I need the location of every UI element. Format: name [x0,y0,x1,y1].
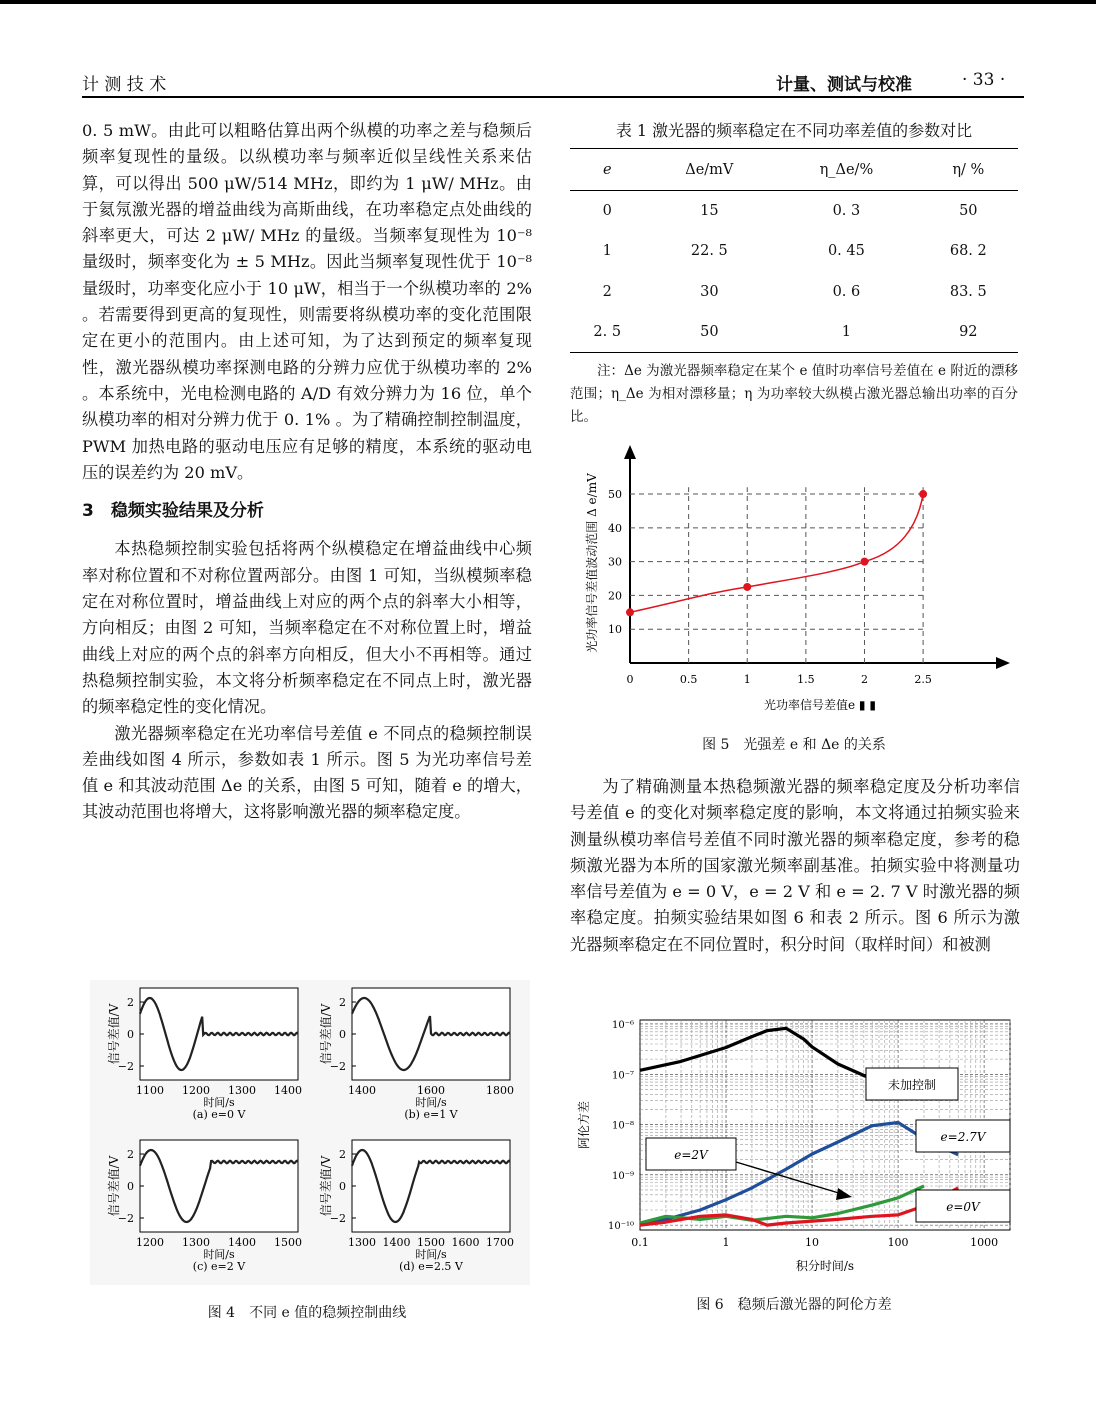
y-tick-label: 0 [339,1180,346,1193]
x-tick-label: 0.5 [679,673,698,686]
x-tick-label: 0 [626,673,634,686]
table-row [570,191,1018,232]
table-1-title: 表 1 激光器的频率稳定在不同功率差值的参数对比 [615,121,973,140]
top-rule [0,0,1096,4]
x-tick-label: 1300 [348,1236,376,1249]
x-axis-arrow [996,657,1010,669]
y-tick-label: −2 [117,1060,134,1073]
y-axis-label: 信号差值/V [319,1155,333,1217]
paragraph: 0. 5 mW。由此可以粗略估算出两个纵模的功率之差与稳频后频率复现性的量级。以纵模功率与频率近似呈线性关系来估算，可以得出 500 μW/514 MHz，即约为 1 μW/ MHz。由于氦氖激光器的增益曲线为高斯曲线，在功率稳定点处曲线的斜率更大，可达 2 μW/ MHz 的量级。当频率复现性为 10⁻⁸ 量级时，频率变化为 ± 5 MHz。因此当频率复现性优于 10⁻⁸ 量级时，功率变化应小于 10 μW，相当于一个纵模功率的 2% 。若需要得到更高的复现性，则需要将纵模功率的变化范围限定在更小的范围内。由上述可知，为了达到预定的频率复现性，激光器纵模功率探测电路的分辨力应优于纵模功率的 2% 。本系统中，光电检测电路的 A/D 有效分辨力为 16 位，单个纵模功率的相对分辨力优于 0. 1% 。为了精确控制控制温度，PWM 加热电路的驱动电压应有足够的精度，本系统的驱动电压的误差约为 20 mV。 [82,121,532,482]
paragraph: 本热稳频控制实验包括将两个纵模稳定在增益曲线中心频率对称位置和不对称位置两部分。由图 1 可知，当纵模频率稳定在对称位置时，增益曲线上对应的两个点的斜率大小相等，方向相反；由图 2 可知，当频率稳定在不对称位置上时，增益曲线上对应的两个点的斜率方向相反，但大小不再相等。通过热稳频控制实验，本文将分析频率稳定在不同点上时，激光器的频率稳定性的变化情况。 [82,539,532,717]
x-tick-label: 1100 [136,1084,164,1097]
x-tick-label: 1300 [228,1084,256,1097]
x-axis-label: 时间/s [415,1248,447,1261]
y-tick-label: 50 [608,488,622,502]
y-axis-label: 信号差值/V [107,1155,121,1217]
legend-label: e=2.7V [940,1130,986,1144]
section-name: 计量、测试与校准 [776,75,912,95]
figure-5-caption: 图 5 光强差 e 和 Δe 的关系 [702,737,886,753]
data-point [743,583,751,591]
table-header-cell: η/ % [919,149,1018,191]
left-column [82,118,532,826]
y-tick-label: 0 [339,1028,346,1041]
paragraph: 为了精确测量本热稳频激光器的频率稳定度及分析功率信号差值 e 的变化对频率稳定度的影响，本文将通过拍频实验来测量纵模功率信号差值不同时激光器的频率稳定度，参考的稳频激光器为本所的国家激光频率副基准。拍频实验中将测量功率信号差值为 e = 0 V，e = 2 V 和 e = 2. 7 V 时激光器的频率稳定度。拍频实验结果如图 6 和表 2 所示。图 6 所示为激光器频率稳定在不同位置时，积分时间（取样时间）和被测 [570,777,1020,954]
y-axis-label: 阿伦方差 [577,1100,591,1150]
table-header-cell: η_Δe/% [774,149,918,191]
y-axis-arrow [624,445,636,459]
y-tick-label: 0 [127,1180,134,1193]
panel-subcaption: (c) e=2 V [192,1260,246,1273]
table-cell: 68. 2 [949,243,987,260]
figure-5 [580,445,1020,715]
panel-subcaption: (d) e=2.5 V [399,1260,463,1273]
data-point [626,608,634,616]
legend-label: 未加控制 [887,1078,937,1092]
y-tick-label: 10⁻⁹ [611,1170,634,1182]
x-tick-label: 100 [887,1236,909,1249]
y-tick-label: 2 [127,1148,134,1161]
y-tick-label: 10⁻⁷ [611,1070,634,1082]
y-tick-label: 2 [127,996,134,1009]
y-tick-label: −2 [329,1212,346,1225]
table-cell: 30 [700,283,719,300]
table-cell: 50 [644,312,774,353]
table-cell: 0. 3 [832,203,861,219]
panel-subcaption: (b) e=1 V [404,1108,458,1121]
data-point [860,558,868,566]
journal-name: 计 测 技 术 [82,75,167,95]
x-axis-label: 光功率信号差值e ▮ ▮ [764,698,876,712]
x-axis-label: 时间/s [415,1096,447,1109]
table-cell: 15 [700,203,719,219]
y-tick-label: 0 [127,1028,134,1041]
x-axis-label: 时间/s [203,1248,235,1261]
y-tick-label: 10⁻⁸ [611,1120,634,1132]
x-tick-label: 1 [743,673,751,686]
figure-4-caption: 图 4 不同 e 值的稳频控制曲线 [207,1305,407,1321]
x-axis-label: 时间/s [203,1096,235,1109]
data-point [919,490,927,498]
table-cell: 83. 5 [949,283,987,300]
paragraph: 激光器频率稳定在光功率信号差值 e 不同点的稳频控制误差曲线如图 4 所示，参数如表 1 所示。图 5 为光功率信号差值 e 和其波动范围 Δe 的关系，由图 5 可知，随着 e 的增大，其波动范围也将增大，这将影响激光器的频率稳定度。 [82,723,532,822]
x-axis-label: 积分时间/s [795,1259,855,1273]
x-tick-label: 1.5 [797,673,815,686]
x-tick-label: 1500 [274,1236,302,1249]
x-tick-label: 1400 [348,1084,376,1097]
x-tick-label: 1200 [182,1084,210,1097]
x-tick-label: 1500 [417,1236,445,1249]
y-axis-label: 光功率信号差值波动范围 Δ e/mV [585,473,599,653]
x-tick-label: 0.1 [631,1236,649,1249]
data-line [630,494,923,612]
panel-frame [352,1140,510,1232]
y-tick-label: 20 [608,589,622,603]
figure-4 [90,980,530,1285]
table-cell: 92 [919,312,1018,353]
table-row [570,312,1018,353]
table-1-note: 注：Δe 为激光器频率稳定在某个 e 值时功率信号差值在 e 附近的漂移范围；η_Δe 为相对漂移量；η 为功率较大纵模占激光器总输出功率的百分比。 [570,363,1018,425]
table-cell: 0 [602,203,612,219]
table-header-row [570,149,1018,191]
x-tick-label: 1 [722,1236,730,1249]
y-axis-label: 信号差值/V [107,1003,121,1065]
header-rule [82,96,1024,98]
table-cell: 0. 6 [832,283,861,300]
x-tick-label: 10 [805,1236,820,1249]
y-tick-label: 40 [608,521,622,535]
right-column [570,774,1020,958]
y-tick-label: 30 [608,555,622,569]
x-tick-label: 1600 [451,1236,480,1249]
y-tick-label: 2 [339,996,346,1009]
y-tick-label: 2 [339,1148,346,1161]
legend-label: e=2V [674,1148,708,1162]
page-number: · 33 · [962,70,1006,90]
table-cell: 22. 5 [690,243,728,260]
x-tick-label: 1400 [382,1236,411,1249]
x-tick-label: 1700 [486,1236,514,1249]
panel-subcaption: (a) e=0 V [192,1108,246,1121]
table-cell: 50 [959,203,978,219]
table-header-cell: e [570,149,644,191]
x-tick-label: 2 [860,673,868,686]
y-tick-label: 10 [608,623,622,637]
table-1 [570,148,1018,353]
legend-label: e=0V [946,1200,980,1214]
table-cell: 0. 45 [827,243,865,260]
x-tick-label: 1200 [136,1236,164,1249]
x-tick-label: 1600 [417,1084,445,1097]
y-tick-label: 10⁻¹⁰ [607,1221,634,1233]
x-tick-label: 1000 [970,1236,999,1249]
section-heading: 3 稳频实验结果及分析 [82,501,264,522]
figure-6-caption: 图 6 稳频后激光器的阿伦方差 [696,1297,892,1313]
x-tick-label: 1400 [228,1236,256,1249]
table-cell: 1 [602,243,612,260]
table-header-cell: Δe/mV [644,149,774,191]
x-tick-label: 1400 [274,1084,302,1097]
x-tick-label: 1800 [486,1084,514,1097]
table-row [570,272,1018,313]
y-tick-label: −2 [117,1212,134,1225]
table-cell: 1 [774,312,918,353]
figure-6 [570,1010,1020,1290]
table-cell: 2. 5 [570,312,644,353]
y-axis-label: 信号差值/V [319,1003,333,1065]
table-cell: 2 [602,283,612,300]
x-tick-label: 2.5 [914,673,932,686]
y-tick-label: 10⁻⁶ [611,1019,634,1031]
panel-frame [140,1140,298,1232]
x-tick-label: 1300 [182,1236,210,1249]
y-tick-label: −2 [329,1060,346,1073]
table-row [570,231,1018,272]
